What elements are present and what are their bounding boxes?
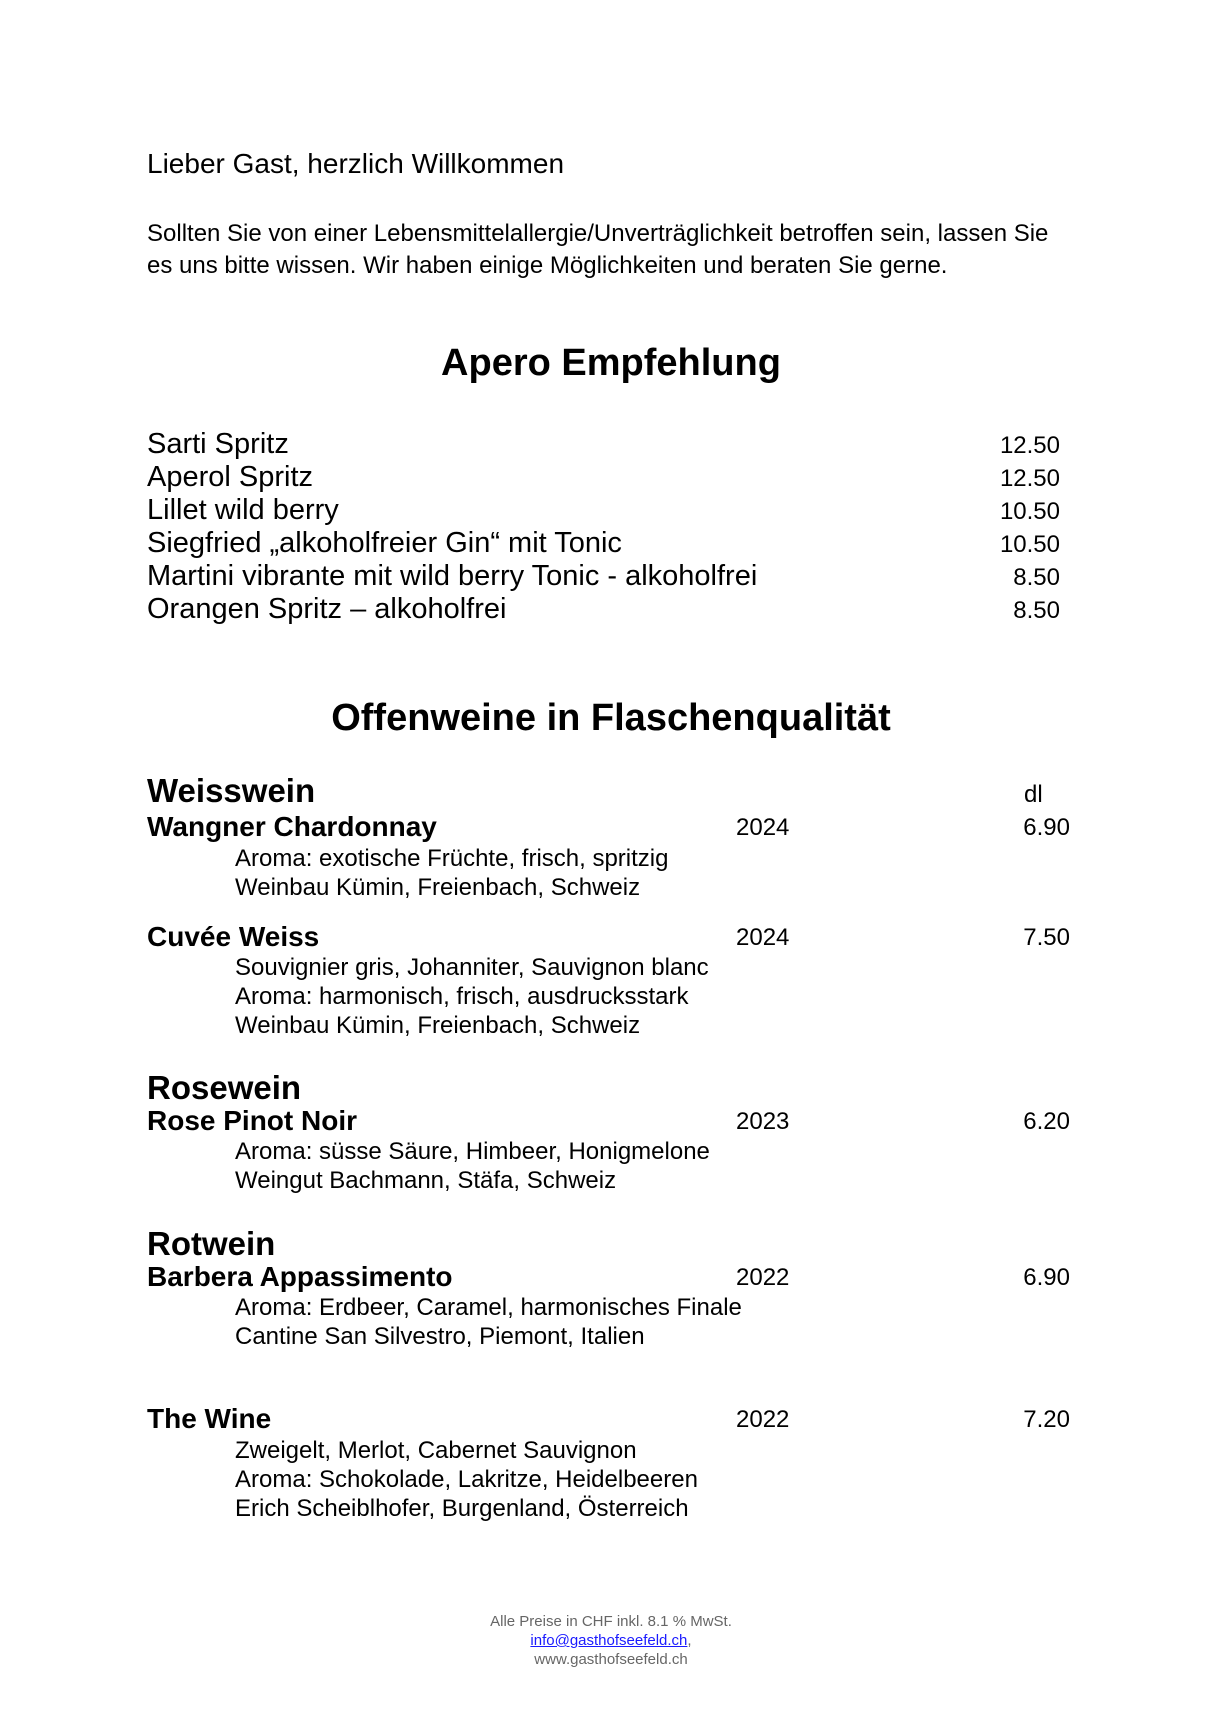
footer-email-line xyxy=(0,1631,1222,1650)
wine-year: 2024 xyxy=(736,924,790,951)
footer-email-link[interactable]: info@gasthofseefeld.ch xyxy=(530,1632,688,1649)
allergy-notice-line-2: es uns bitte wissen. Wir haben einige Möglichkeiten und beraten Sie gerne. xyxy=(147,252,948,279)
greeting: Lieber Gast, herzlich Willkommen xyxy=(147,148,565,179)
wine-details xyxy=(235,1436,698,1523)
wine-name: Wangner Chardonnay xyxy=(147,811,437,842)
category-red-wine: Rotwein xyxy=(147,1225,276,1262)
apero-item-price: 8.50 xyxy=(1013,564,1060,591)
wine-year: 2024 xyxy=(736,814,790,841)
wine-name: The Wine xyxy=(147,1403,272,1434)
allergy-notice xyxy=(147,218,1107,282)
apero-item-price: 10.50 xyxy=(999,531,1060,558)
wine-detail-line: Zweigelt, Merlot, Cabernet Sauvignon xyxy=(235,1437,637,1464)
wine-detail-line: Aroma: süsse Säure, Himbeer, Honigmelone xyxy=(235,1138,710,1165)
footer-email-suffix: , xyxy=(687,1632,692,1649)
wine-price: 7.20 xyxy=(1023,1406,1070,1433)
wine-details xyxy=(235,1137,710,1195)
apero-item-price: 8.50 xyxy=(1013,597,1060,624)
allergy-notice-line-1: Sollten Sie von einer Lebensmittelallergie/Unverträglichkeit betroffen sein, lassen Sie xyxy=(147,220,1049,247)
apero-item-price: 10.50 xyxy=(999,498,1060,525)
footer-website: www.gasthofseefeld.ch xyxy=(534,1651,688,1668)
apero-item-price: 12.50 xyxy=(999,465,1060,492)
wine-detail-line: Souvignier gris, Johanniter, Sauvignon blanc xyxy=(235,954,709,981)
wine-price: 6.20 xyxy=(1023,1108,1070,1135)
apero-item-name: Sarti Spritz xyxy=(147,428,289,460)
wine-name: Rose Pinot Noir xyxy=(147,1105,358,1136)
wine-detail-line: Weingut Bachmann, Stäfa, Schweiz xyxy=(235,1167,617,1194)
wine-price: 6.90 xyxy=(1023,814,1070,841)
wine-year: 2022 xyxy=(736,1264,790,1291)
wine-detail-line: Aroma: Schokolade, Lakritze, Heidelbeeren xyxy=(235,1466,698,1493)
wine-detail-line: Weinbau Kümin, Freienbach, Schweiz xyxy=(235,874,641,901)
apero-item-name: Lillet wild berry xyxy=(147,494,339,526)
wine-detail-line: Aroma: harmonisch, frisch, ausdrucksstark xyxy=(235,983,689,1010)
footer-price-note: Alle Preise in CHF inkl. 8.1 % MwSt. xyxy=(490,1613,732,1630)
wine-detail-line: Weinbau Kümin, Freienbach, Schweiz xyxy=(235,1012,641,1039)
apero-item xyxy=(147,494,1060,528)
apero-heading: Apero Empfehlung xyxy=(441,342,781,384)
wine-price: 6.90 xyxy=(1023,1264,1070,1291)
category-white-wine: Weisswein xyxy=(147,772,316,809)
apero-item-name: Siegfried „alkoholfreier Gin“ mit Tonic xyxy=(147,527,622,559)
wine-details xyxy=(235,953,709,1040)
apero-item xyxy=(147,527,1060,561)
apero-item-name: Aperol Spritz xyxy=(147,461,314,493)
wine-name: Barbera Appassimento xyxy=(147,1261,453,1292)
wine-details xyxy=(235,844,668,902)
apero-item xyxy=(147,428,1060,462)
apero-item xyxy=(147,593,1060,627)
apero-item-name: Martini vibrante mit wild berry Tonic - alkoholfrei xyxy=(147,560,758,592)
apero-item xyxy=(147,461,1060,495)
wine-detail-line: Cantine San Silvestro, Piemont, Italien xyxy=(235,1323,645,1350)
wine-detail-line: Aroma: Erdbeer, Caramel, harmonisches Finale xyxy=(235,1294,742,1321)
footer xyxy=(0,1612,1222,1669)
wine-price: 7.50 xyxy=(1023,924,1070,951)
wine-name: Cuvée Weiss xyxy=(147,921,320,952)
wine-year: 2022 xyxy=(736,1406,790,1433)
wine-detail-line: Aroma: exotische Früchte, frisch, spritzig xyxy=(235,845,669,872)
wine-details xyxy=(235,1293,742,1351)
wine-detail-line: Erich Scheiblhofer, Burgenland, Österreich xyxy=(235,1495,689,1522)
apero-item-name: Orangen Spritz – alkoholfrei xyxy=(147,593,507,625)
apero-item xyxy=(147,560,1060,594)
unit-label: dl xyxy=(1024,781,1043,808)
wine-year: 2023 xyxy=(736,1108,790,1135)
category-rose-wine: Rosewein xyxy=(147,1069,302,1106)
wines-heading: Offenweine in Flaschenqualität xyxy=(331,697,891,739)
apero-item-price: 12.50 xyxy=(999,432,1060,459)
